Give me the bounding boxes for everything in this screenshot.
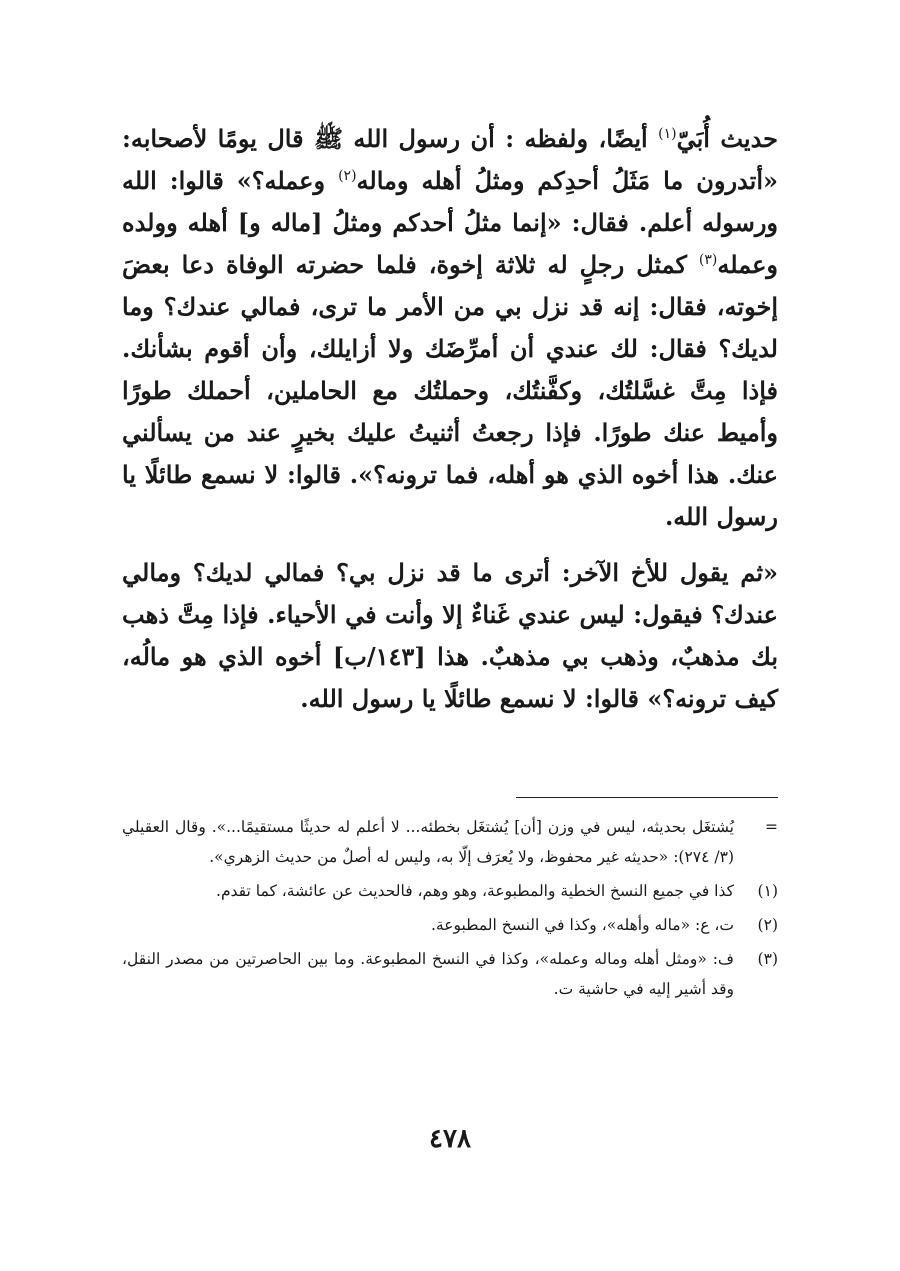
- footnote-text: ت، ع: «ماله وأهله»، وكذا في النسخ المطبوعة.: [430, 916, 734, 934]
- footnotes: [122, 812, 778, 1008]
- page-number: ٤٧٨: [429, 1124, 471, 1154]
- footnote-3: [122, 944, 778, 1004]
- footnote-marker: (٢): [757, 916, 778, 934]
- paragraph-1-part-a: حديث أُبَيّ: [676, 124, 778, 153]
- footnote-marker: (١): [757, 882, 778, 900]
- footnote-ref-1: (١): [658, 126, 677, 142]
- footnote-text: يُشتغَل بحديثه، ليس في وزن [أن] يُشتغَل بخطئه... لا أعلم له حديثًا مستقيمًا...». وقال العقيلي (٣/ ٢٧٤): «حديثه غير محفوظ، ولا يُعرَف إلّا به، وليس له أصلٌ من حديث الزهري».: [122, 818, 734, 866]
- main-text: [122, 118, 778, 720]
- footnote-ref-3: (٣): [698, 252, 718, 268]
- paragraph-1-part-d: كمثل رجلٍ له ثلاثة إخوة، فلما حضرته الوفاة دعا بعضَ إخوته، فقال: إنه قد نزل بي من الأمر ما ترى، فمالي عندك؟ وما لديك؟ فقال: لك عندي أن أمرِّضَك ولا أزايلك، وأن أقوم بشأنك. فإذا مِتَّ غسَّلتُك، وكفَّنتُك، وحملتُك مع الحاملين، أحملك طورًا وأميط عنك طورًا. فإذا رجعتُ أثنيتُ عليك بخيرٍ عند من يسألني عنك. هذا أخوه الذي هو أهله، فما ترونه؟». قالوا: لا نسمع طائلًا يا رسول الله.: [122, 250, 778, 531]
- footnote-marker: (٣): [757, 950, 778, 968]
- footnote-text: ف: «ومثل أهله وماله وعمله»، وكذا في النسخ المطبوعة. وما بين الحاصرتين من مصدر النقل، وقد أشير إليه في حاشية ت.: [122, 950, 734, 998]
- paragraph-1: [122, 118, 778, 538]
- paragraph-2: «ثم يقول للأخ الآخر: أترى ما قد نزل بي؟ فمالي لديك؟ ومالي عندك؟ فيقول: ليس عندي غَناءٌ إلا وأنت في الأحياء. فإذا مِتَّ ذهب بك مذهبٌ، وذهب بي مذهبٌ. هذا [١٤٣/ب] أخوه الذي هو مالُه، كيف ترونه؟» قالوا: لا نسمع طائلًا يا رسول الله.: [122, 558, 778, 713]
- paragraph-1-part-c: وعمله؟» قالوا: الله ورسوله أعلم. فقال: «إنما مثلُ أحدكم ومثلُ [ماله و] أهله وولده وعمله: [122, 166, 778, 279]
- footnote-2: [122, 910, 778, 940]
- footnote-divider: [516, 797, 778, 798]
- footnote-marker: =: [765, 818, 778, 836]
- footnote-1: [122, 876, 778, 906]
- footnote-text: كذا في جميع النسخ الخطية والمطبوعة، وهو وهم، فالحديث عن عائشة، كما تقدم.: [216, 882, 734, 900]
- footnote-ref-2: (٢): [338, 168, 357, 184]
- footnote-continuation: [122, 812, 778, 872]
- paragraph-1-part-b: أيضًا، ولفظه : أن رسول الله ﷺ قال يومًا لأصحابه: «أتدرون ما مَثَلُ أحدِكم ومثلُ أهله وماله: [122, 124, 779, 195]
